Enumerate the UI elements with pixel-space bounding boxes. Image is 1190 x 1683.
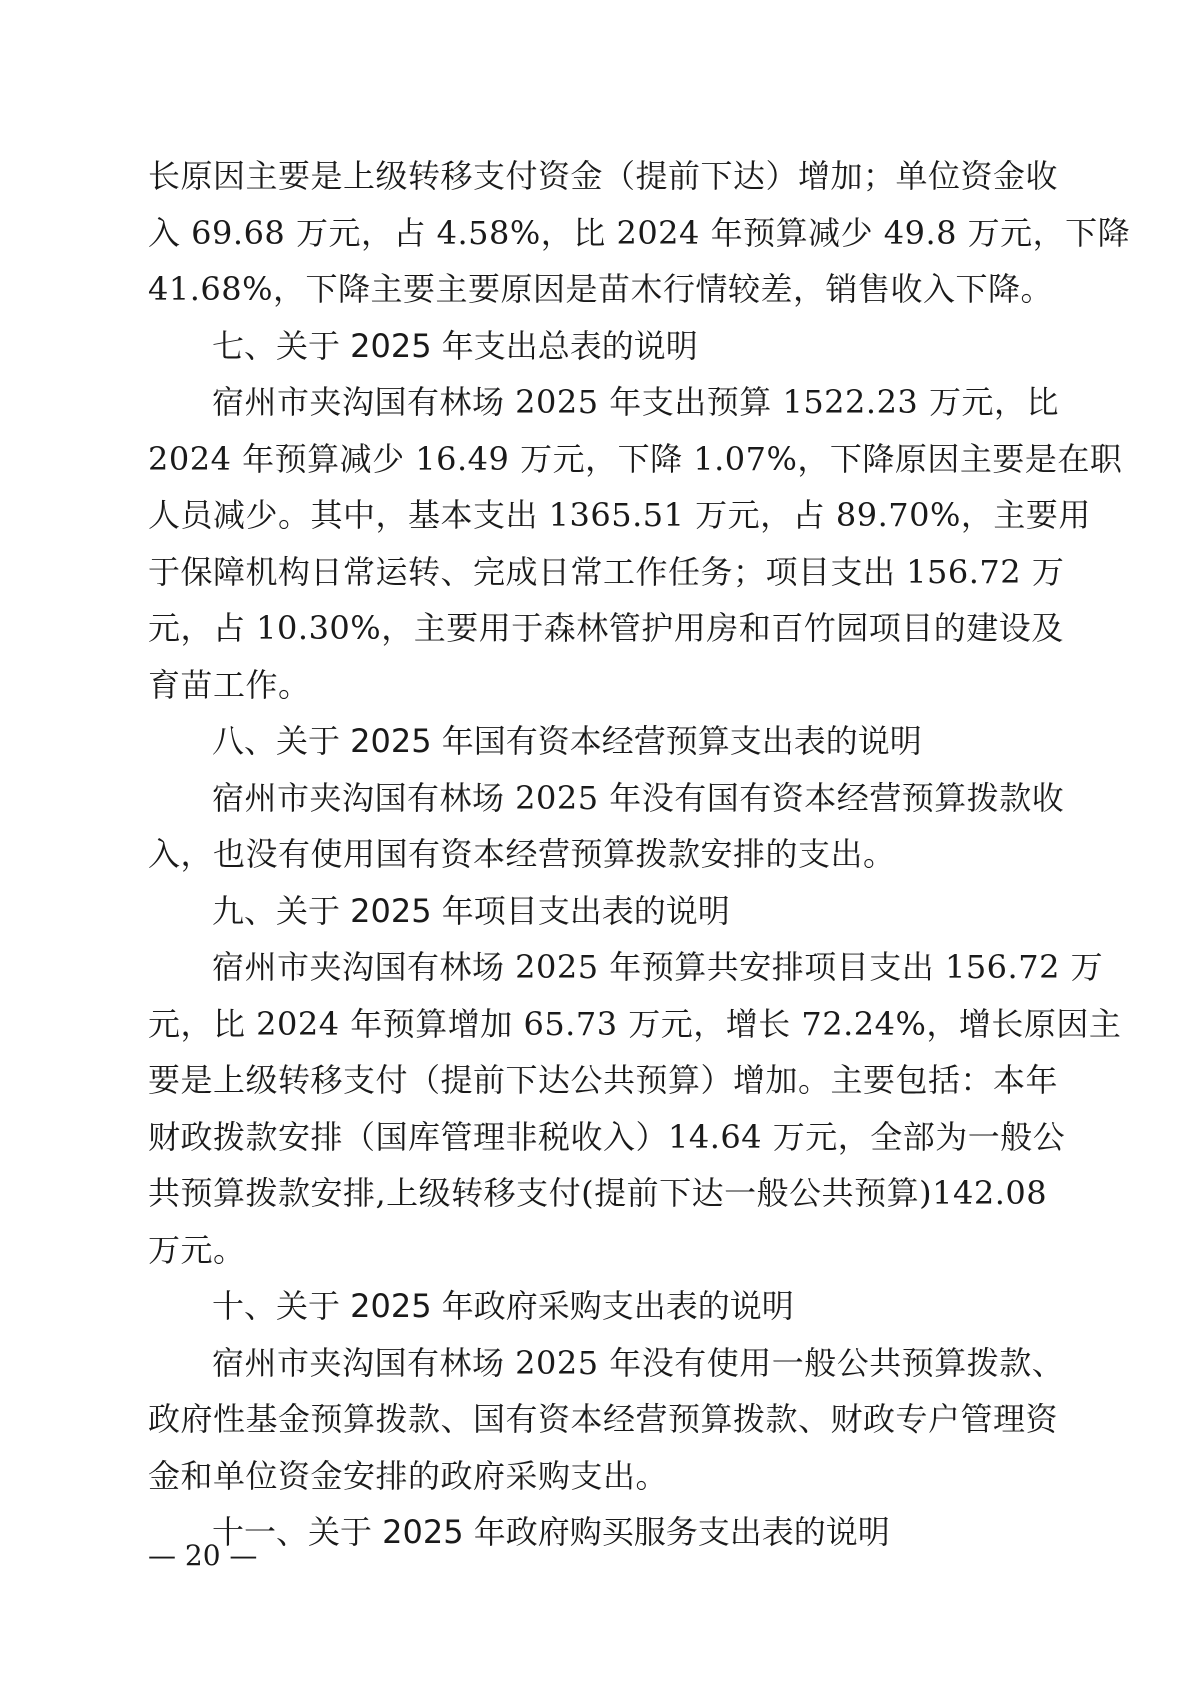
paragraph <box>148 374 1123 713</box>
text-line: 长原因主要是上级转移支付资金（提前下达）增加；单位资金收 <box>148 157 1059 195</box>
text-line: 入 69.68 万元，占 4.58%，比 2024 年预算减少 49.8 万元，下降 <box>148 213 1131 252</box>
page-number: — 20 — <box>148 1539 258 1572</box>
paragraph <box>148 770 1065 883</box>
text-line: 宿州市夹沟国有林场 2025 年没有使用一般公共预算拨款、 <box>212 1343 1065 1382</box>
text-line: 要是上级转移支付（提前下达公共预算）增加。主要包括：本年 <box>148 1061 1059 1099</box>
paragraph <box>148 939 1122 1278</box>
section-heading: 七、关于 2025 年支出总表的说明 <box>212 326 698 365</box>
text-line: 2024 年预算减少 16.49 万元，下降 1.07%，下降原因主要是在职 <box>148 439 1123 478</box>
text-line: 共预算拨款安排,上级转移支付(提前下达一般公共预算)142.08 <box>148 1174 1048 1212</box>
text-line: 元，占 10.30%，主要用于森林管护用房和百竹园项目的建设及 <box>148 609 1064 647</box>
text-line: 宿州市夹沟国有林场 2025 年支出预算 1522.23 万元，比 <box>212 383 1059 421</box>
document-body <box>148 148 1131 1561</box>
section-heading: 十、关于 2025 年政府采购支出表的说明 <box>212 1287 794 1325</box>
paragraph <box>148 1335 1065 1505</box>
section-heading: 十一、关于 2025 年政府购买服务支出表的说明 <box>212 1513 890 1551</box>
text-line: 于保障机构日常运转、完成日常工作任务；项目支出 156.72 万 <box>148 552 1065 591</box>
paragraph <box>148 148 1131 318</box>
section-heading: 八、关于 2025 年国有资本经营预算支出表的说明 <box>212 722 922 760</box>
text-line: 入，也没有使用国有资本经营预算拨款安排的支出。 <box>148 835 896 873</box>
text-line: 财政拨款安排（国库管理非税收入）14.64 万元，全部为一般公 <box>148 1117 1066 1156</box>
text-line: 金和单位资金安排的政府采购支出。 <box>148 1456 669 1495</box>
text-line: 元，比 2024 年预算增加 65.73 万元，增长 72.24%，增长原因主 <box>148 1004 1122 1043</box>
text-line: 育苗工作。 <box>148 665 311 704</box>
text-line: 41.68%，下降主要主要原因是苗木行情较差，销售收入下降。 <box>148 270 1054 308</box>
text-line: 政府性基金预算拨款、国有资本经营预算拨款、财政专户管理资 <box>148 1400 1059 1438</box>
text-line: 人员减少。其中，基本支出 1365.51 万元，占 89.70%，主要用 <box>148 496 1091 534</box>
text-line: 宿州市夹沟国有林场 2025 年预算共安排项目支出 156.72 万 <box>212 948 1104 986</box>
text-line: 万元。 <box>148 1230 246 1269</box>
text-line: 宿州市夹沟国有林场 2025 年没有国有资本经营预算拨款收 <box>212 778 1065 817</box>
section-heading: 九、关于 2025 年项目支出表的说明 <box>212 891 730 930</box>
